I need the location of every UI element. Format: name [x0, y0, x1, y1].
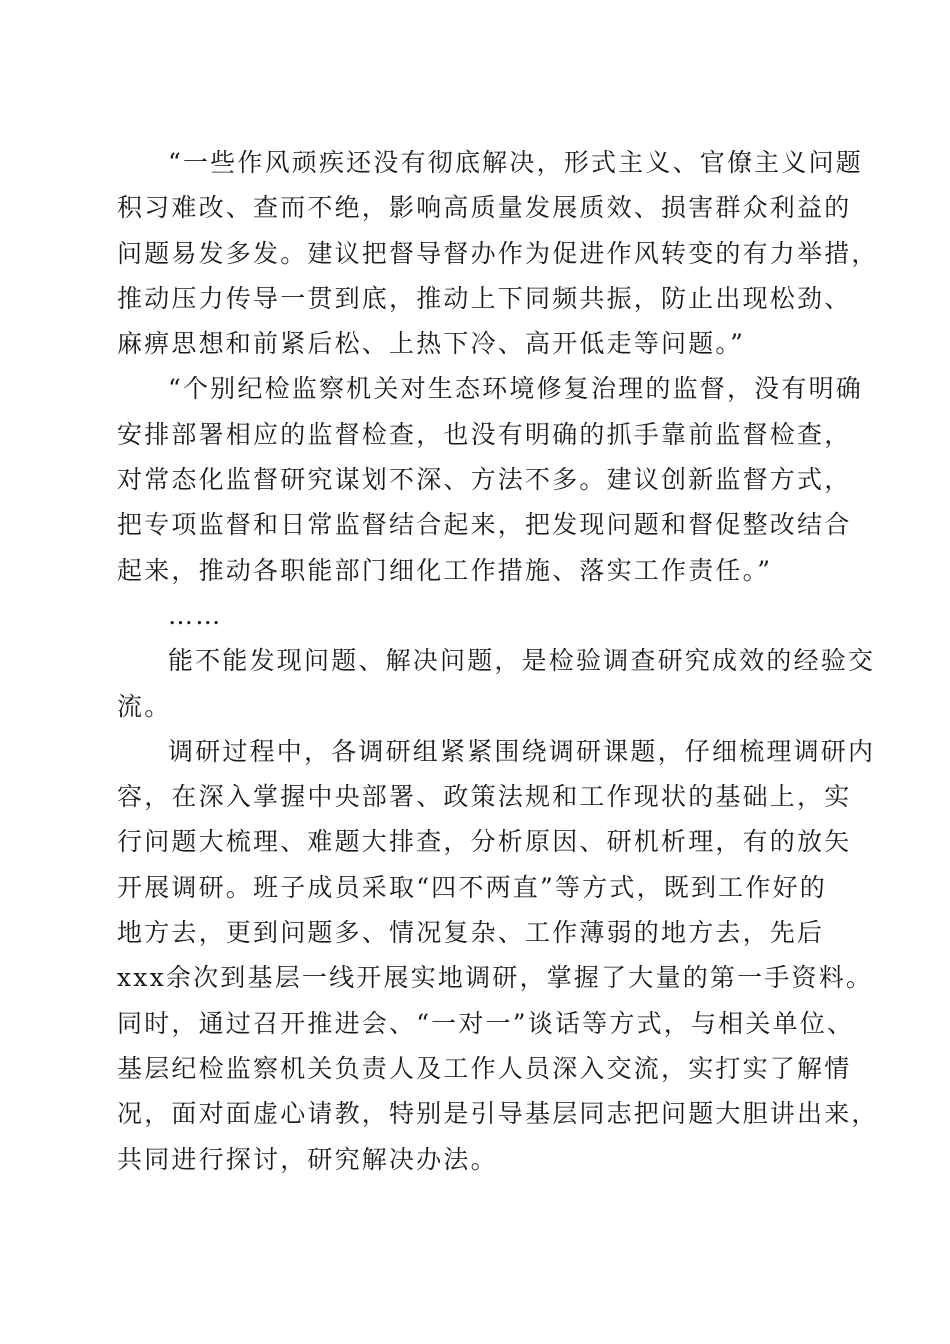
paragraph-quote-work-style: [117, 140, 879, 366]
text-line: 基层纪检监察机关负责人及工作人员深入交流，实打实了解情: [117, 1053, 852, 1083]
text-line: “一些作风顽疾还没有彻底解决，形式主义、官僚主义问题: [168, 148, 863, 177]
text-line: 开展调研。班子成员采取“四不两直”等方式，既到工作好的: [117, 872, 827, 902]
text-line: 把专项监督和日常监督结合起来，把发现问题和督促整改结合: [117, 510, 852, 540]
text-line: 行问题大梳理、难题大排查，分析原因、研机析理，有的放矢: [117, 827, 852, 857]
text-line: 能不能发现问题、解决问题，是检验调查研究成效的经验交: [168, 646, 876, 676]
paragraph-research-process: [117, 729, 879, 1182]
text-line: 共同进行探讨，研究解决办法。: [117, 1144, 498, 1174]
text-line: 容，在深入掌握中央部署、政策法规和工作现状的基础上，实: [117, 782, 852, 812]
text-line: 同时，通过召开推进会、“一对一”谈话等方式，与相关单位、: [117, 1008, 855, 1038]
paragraph-finding-problems: [117, 638, 876, 729]
text-line: 麻痹思想和前紧后松、上热下冷、高开低走等问题。”: [117, 329, 746, 359]
text-line: 调研过程中，各调研组紧紧围绕调研课题，仔细梳理调研内: [168, 736, 876, 766]
text-line: 对常态化监督研究谋划不深、方法不多。建议创新监督方式，: [117, 465, 852, 495]
paragraph-ellipsis: [117, 593, 833, 638]
text-line: “个别纪检监察机关对生态环境修复治理的监督，没有明确: [168, 374, 863, 404]
text-line: xxx余次到基层一线开展实地调研，掌握了大量的第一手资料。: [117, 963, 874, 993]
document-body: [117, 140, 879, 1182]
text-line: 起来，推动各职能部门细化工作措施、落实工作责任。”: [117, 555, 773, 585]
text-line: ……: [168, 600, 223, 630]
text-line: 积习难改、查而不绝，影响高质量发展质效、损害群众利益的: [117, 193, 852, 223]
text-line: 安排部署相应的监督检查，也没有明确的抓手靠前监督检查，: [117, 419, 852, 449]
paragraph-quote-ecology-supervision: [117, 366, 863, 592]
text-line: 推动压力传导一贯到底，推动上下同频共振，防止出现松劲、: [117, 283, 852, 313]
text-line: 地方去，更到问题多、情况复杂、工作薄弱的地方去，先后: [117, 918, 825, 948]
text-line: 问题易发多发。建议把督导督办作为促进作风转变的有力举措，: [117, 238, 879, 268]
text-line: 况，面对面虚心请教，特别是引导基层同志把问题大胆讲出来，: [117, 1099, 879, 1129]
text-line: 流。: [117, 691, 172, 721]
